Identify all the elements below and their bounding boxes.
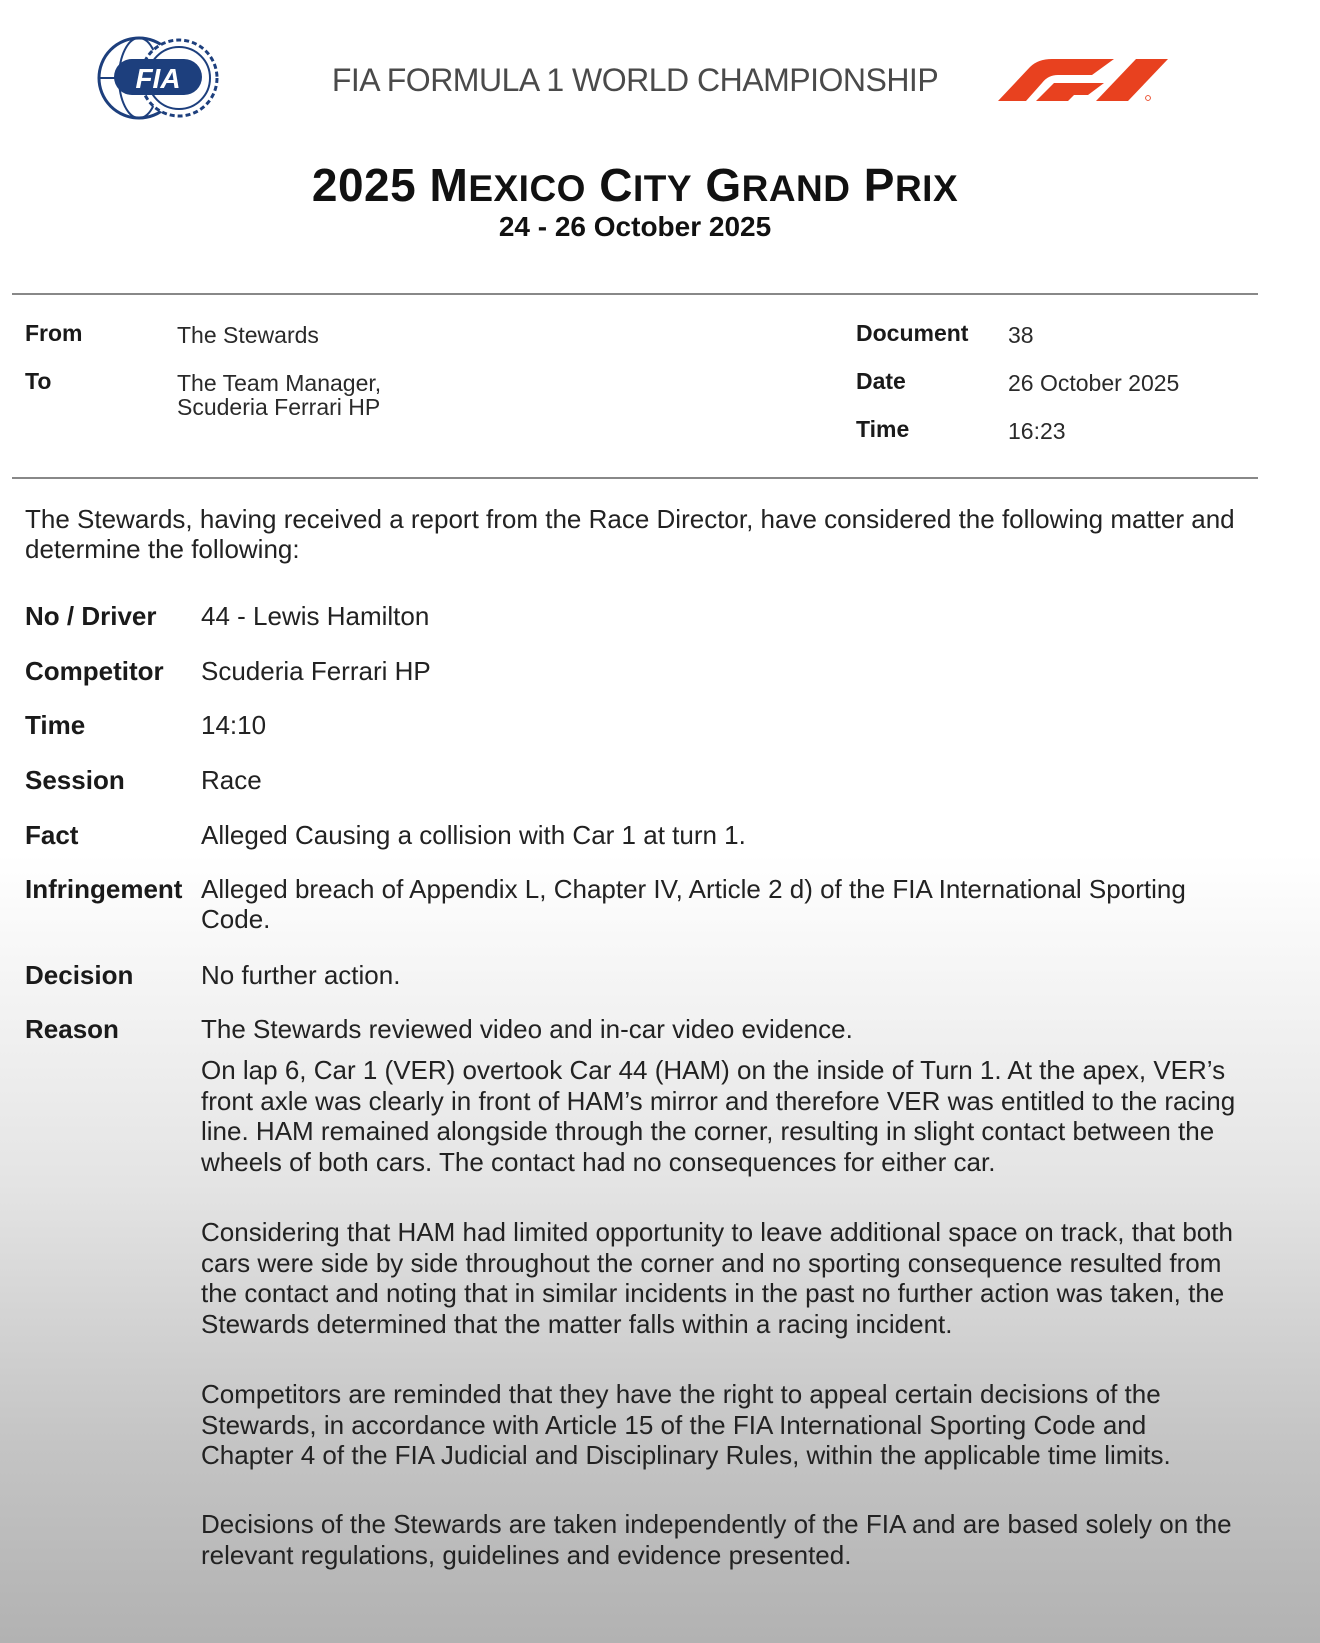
from-label: From <box>25 320 83 346</box>
driver-value: 44 - Lewis Hamilton <box>201 601 430 631</box>
championship-name: FIA FORMULA 1 WORLD CHAMPIONSHIP <box>331 62 939 98</box>
reason-paragraph-1: The Stewards reviewed video and in-car video evidence. <box>201 1014 853 1044</box>
title-word-city: CITY <box>599 159 693 211</box>
title-word-mexico: MEXICO <box>429 159 586 211</box>
document-number: 38 <box>1008 322 1034 348</box>
top-divider <box>12 293 1258 295</box>
middle-divider <box>12 477 1258 479</box>
title-word-grand: GRAND <box>705 159 851 211</box>
reason-label: Reason <box>25 1014 119 1044</box>
f1-logo <box>996 55 1170 103</box>
title-year: 2025 <box>311 159 417 211</box>
decision-value: No further action. <box>201 960 401 990</box>
document-label: Document <box>856 320 969 346</box>
to-value-line1: The Team Manager, <box>177 370 382 396</box>
event-dates: 24 - 26 October 2025 <box>498 211 772 242</box>
time-value: 16:23 <box>1008 418 1066 444</box>
appeal-notice: Competitors are reminded that they have the right to appeal certain decisions of the Stewards, in accordance with Article 15 of the FIA International Sporting Code and Chapter 4 of the FIA Judicial and Disciplinary Rules, within the applicable time limits. <box>201 1379 1171 1470</box>
intro-paragraph: The Stewards, having received a report from the Race Director, have considered the following matter and determine the following: <box>25 504 1235 564</box>
driver-label: No / Driver <box>25 601 157 631</box>
date-label: Date <box>856 368 906 394</box>
event-title <box>0 158 1270 212</box>
document-header <box>0 0 1320 140</box>
incident-time-value: 14:10 <box>201 710 267 740</box>
competitor-label: Competitor <box>25 656 164 686</box>
fact-value: Alleged Causing a collision with Car 1 at turn 1. <box>201 820 746 850</box>
to-value-line2: Scuderia Ferrari HP <box>177 394 381 420</box>
to-label: To <box>25 368 52 394</box>
competitor-value: Scuderia Ferrari HP <box>201 656 431 686</box>
fact-label: Fact <box>25 820 79 850</box>
reason-paragraph-3: Considering that HAM had limited opportunity to leave additional space on track, that both cars were side by side throughout the corner and no sporting consequence resulted from the contact and noting that in similar incidents in the past no further action was taken, the Stewards determined that the matter falls within a racing incident. <box>201 1217 1233 1339</box>
date-value: 26 October 2025 <box>1008 370 1180 396</box>
time-label: Time <box>856 416 910 442</box>
session-value: Race <box>201 765 262 795</box>
infringement-label: Infringement <box>25 874 183 904</box>
session-label: Session <box>25 765 125 795</box>
decision-label: Decision <box>25 960 134 990</box>
title-word-prix: PRIX <box>863 159 959 211</box>
from-value: The Stewards <box>177 322 319 348</box>
reason-paragraph-2: On lap 6, Car 1 (VER) overtook Car 44 (HAM) on the inside of Turn 1. At the apex, VER’s front axle was clearly in front of HAM’s mirror and therefore VER was entitled to the racing line. HAM remained alongside through the corner, resulting in slight contact between the wheels of both cars. The contact had no consequences for either car. <box>201 1055 1236 1177</box>
independence-notice: Decisions of the Stewards are taken independently of the FIA and are based solely on the relevant regulations, guidelines and evidence presented. <box>201 1509 1232 1570</box>
incident-time-label: Time <box>25 710 86 740</box>
fia-logo-text: FIA <box>135 63 181 94</box>
infringement-value: Alleged breach of Appendix L, Chapter IV, Article 2 d) of the FIA International Sporting Code. <box>201 874 1186 934</box>
